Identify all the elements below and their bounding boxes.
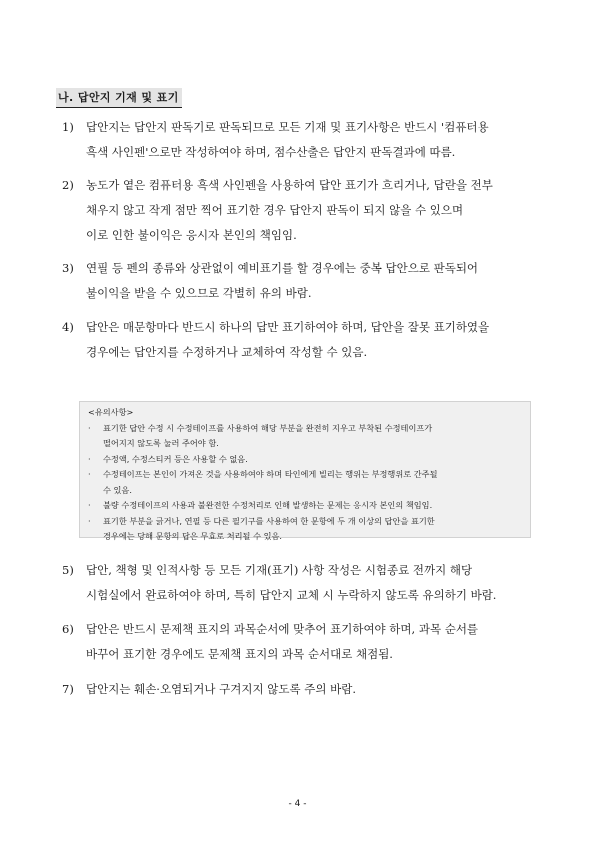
bullet-icon: · [88,515,91,526]
list-item-line [62,617,552,642]
notice-bullet [88,467,524,483]
item-text: 답안지는 답안지 판독기로 판독되므로 모든 기재 및 표기사항은 반드시 '컴퓨터용 [86,120,489,134]
notice-title: <유의사항> [88,407,134,417]
notice-text: 표기한 답안 수정 시 수정테이프를 사용하여 해당 부분을 완전히 지우고 부착된 수정테이프가 [103,422,433,433]
list-item-line [62,115,552,140]
notice-text: 떨어지지 않도록 눌러 주어야 함. [103,438,219,448]
item-text: 흑색 사인펜'으로만 작성하여야 하며, 점수산출은 답안지 판독결과에 따름. [86,145,456,159]
list-item-line [62,677,552,702]
item-text: 경우에는 답안지를 수정하거나 교체하여 작성할 수 있음. [86,345,368,359]
notice-bullet [88,421,524,437]
page-number: - 4 - [288,799,307,809]
bullet-icon: · [88,453,91,464]
bullet-icon: · [88,469,91,479]
list-item-2 [62,173,552,248]
item-text: 답안지는 훼손·오염되거나 구겨지지 않도록 주의 바람. [86,682,356,696]
notice-text: 불량 수정테이프의 사용과 불완전한 수정처리로 인해 발생하는 문제는 응시자 본인의 책임임. [103,500,433,510]
notice-bullet [88,498,524,514]
item-number: 2) [62,178,74,192]
item-text: 답안은 반드시 문제책 표지의 과목순서에 맞추어 표기하여야 하며, 과목 순서를 [86,622,479,636]
item-text: 시험실에서 완료하여야 하며, 특히 답안지 교체 시 누락하지 않도록 유의하기 바람. [86,588,497,602]
item-number: 7) [62,682,74,696]
item-text: 연필 등 펜의 종류와 상관없이 예비표기를 할 경우에는 중복 답안으로 판독되어 [86,261,479,275]
item-number: 5) [62,563,74,577]
notice-box [79,401,531,541]
list-item-1 [62,115,552,165]
item-number: 3) [62,261,74,275]
list-item-4 [62,315,552,365]
list-item-line [62,558,552,583]
item-text: 불이익을 받을 수 있으므로 각별히 유의 바람. [86,286,312,300]
list-item-line [62,315,552,340]
item-text: 답안, 책형 및 인적사항 등 모든 기재(표기) 사항 작성은 시험종료 전까지 해당 [86,563,473,577]
notice-bullet [88,514,524,530]
notice-text: 수정테이프는 본인이 가져온 것을 사용하여야 하며 타인에게 빌리는 행위는 부정행위로 간주될 [103,469,438,479]
item-text: 바꾸어 표기한 경우에도 문제책 표지의 과목 순서대로 채점됨. [86,647,393,661]
list-item-7 [62,677,552,702]
item-text: 답안은 매문항마다 반드시 하나의 답만 표기하여야 하며, 답안을 잘못 표기하였을 [86,320,490,334]
item-text: 이로 인한 불이익은 응시자 본인의 책임임. [86,228,297,242]
notice-text: 표기한 부분을 긁거나, 연필 등 다른 필기구를 사용하여 한 문항에 두 개 이상의 답안을 표기한 [103,515,435,526]
item-number: 1) [62,120,74,134]
notice-text: 경우에는 당해 문항의 답은 무효로 처리될 수 있음. [103,531,283,541]
notice-text: 수정액, 수정스티커 등은 사용할 수 없음. [103,453,248,464]
list-item-3 [62,256,552,306]
item-text: 농도가 옅은 컴퓨터용 흑색 사인펜을 사용하여 답안 표기가 흐리거나, 답란을 전부 [86,178,493,192]
notice-text: 수 있음. [103,484,132,495]
list-item-line [62,256,552,281]
bullet-icon: · [88,500,91,510]
list-item-line [62,173,552,198]
item-text: 채우지 않고 작게 점만 찍어 표기한 경우 답안지 판독이 되지 않을 수 있으며 [86,203,464,217]
item-number: 4) [62,320,74,334]
section-heading: 나. 답안지 기재 및 표기 [56,88,182,108]
item-number: 6) [62,622,74,636]
list-item-5 [62,558,552,608]
notice-bullet [88,452,524,468]
bullet-icon: · [88,422,91,433]
list-item-6 [62,617,552,667]
